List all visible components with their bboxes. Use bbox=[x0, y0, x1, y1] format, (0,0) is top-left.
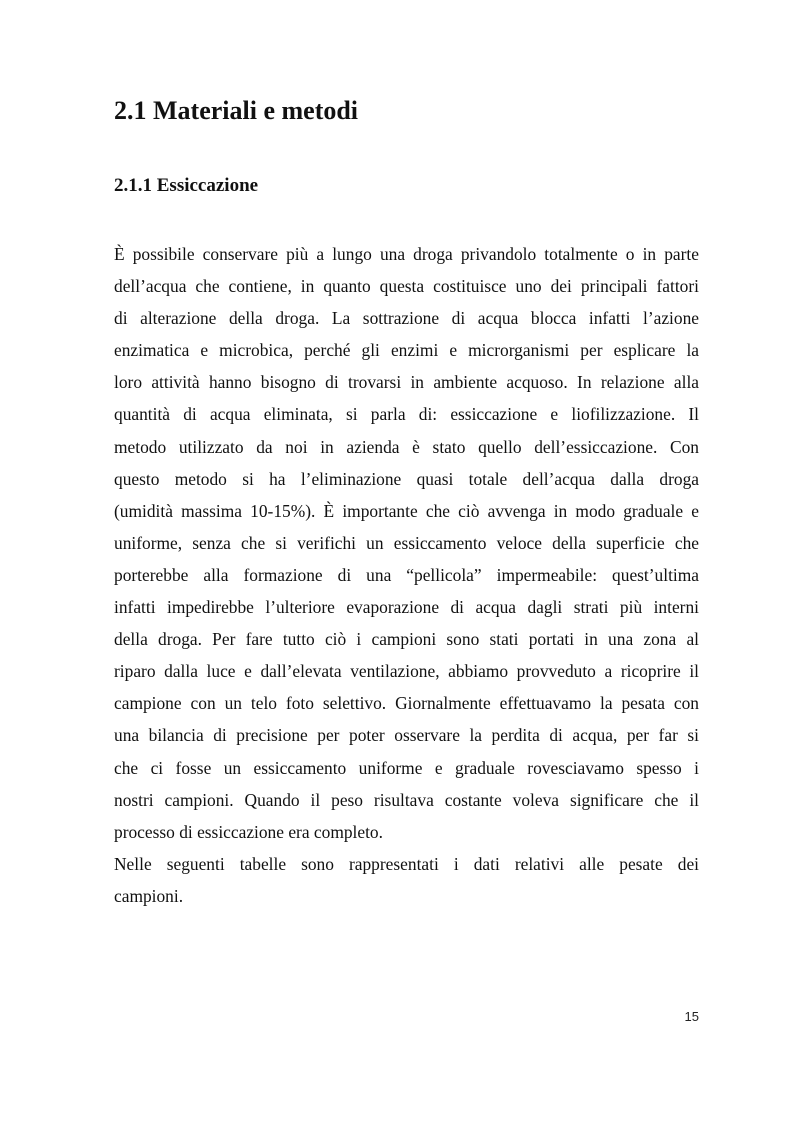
body-line: questo metodo si ha l’eliminazione quasi totale dell’acqua dalla droga bbox=[114, 468, 699, 489]
section-title: 2.1 Materiali e metodi bbox=[114, 96, 359, 125]
subsection-title: 2.1.1 Essiccazione bbox=[114, 175, 259, 196]
body-line: enzimatica e microbica, perché gli enzimi e microrganismi per esplicare la bbox=[114, 340, 699, 361]
body-line: Nelle seguenti tabelle sono rappresentati i dati relativi alle pesate dei bbox=[114, 853, 699, 874]
body-paragraph bbox=[114, 238, 699, 912]
body-line: di alterazione della droga. La sottrazione di acqua blocca infatti l’azione bbox=[114, 308, 699, 329]
body-line: dell’acqua che contiene, in quanto questa costituisce uno dei principali fattori bbox=[114, 276, 699, 297]
body-line: riparo dalla luce e dall’elevata ventilazione, abbiamo provveduto a ricoprire il bbox=[114, 661, 699, 682]
body-line: che ci fosse un essiccamento uniforme e graduale rovesciavamo spesso i bbox=[114, 757, 699, 778]
page-number: 15 bbox=[684, 1009, 699, 1024]
body-line: campioni. bbox=[114, 885, 184, 906]
body-line: processo di essiccazione era completo. bbox=[114, 821, 383, 842]
body-line: nostri campioni. Quando il peso risultava costante voleva significare che il bbox=[114, 789, 699, 810]
body-line: È possibile conservare più a lungo una droga privandolo totalmente o in parte bbox=[114, 244, 699, 264]
body-line: una bilancia di precisione per poter osservare la perdita di acqua, per far si bbox=[114, 725, 699, 746]
body-line: campione con un telo foto selettivo. Giornalmente effettuavamo la pesata con bbox=[114, 693, 699, 714]
body-line: porterebbe alla formazione di una “pellicola” impermeabile: quest’ultima bbox=[114, 564, 699, 585]
body-line: quantità di acqua eliminata, si parla di: essiccazione e liofilizzazione. Il bbox=[114, 404, 699, 425]
body-line: uniforme, senza che si verifichi un essiccamento veloce della superficie che bbox=[114, 532, 699, 553]
body-line: infatti impedirebbe l’ulteriore evaporazione di acqua dagli strati più interni bbox=[114, 597, 699, 618]
body-line: (umidità massima 10-15%). È importante che ciò avvenga in modo graduale e bbox=[114, 500, 699, 521]
body-line: loro attività hanno bisogno di trovarsi in ambiente acquoso. In relazione alla bbox=[114, 372, 699, 393]
body-line: metodo utilizzato da noi in azienda è stato quello dell’essiccazione. Con bbox=[114, 436, 699, 457]
body-line: della droga. Per fare tutto ciò i campioni sono stati portati in una zona al bbox=[114, 629, 699, 650]
